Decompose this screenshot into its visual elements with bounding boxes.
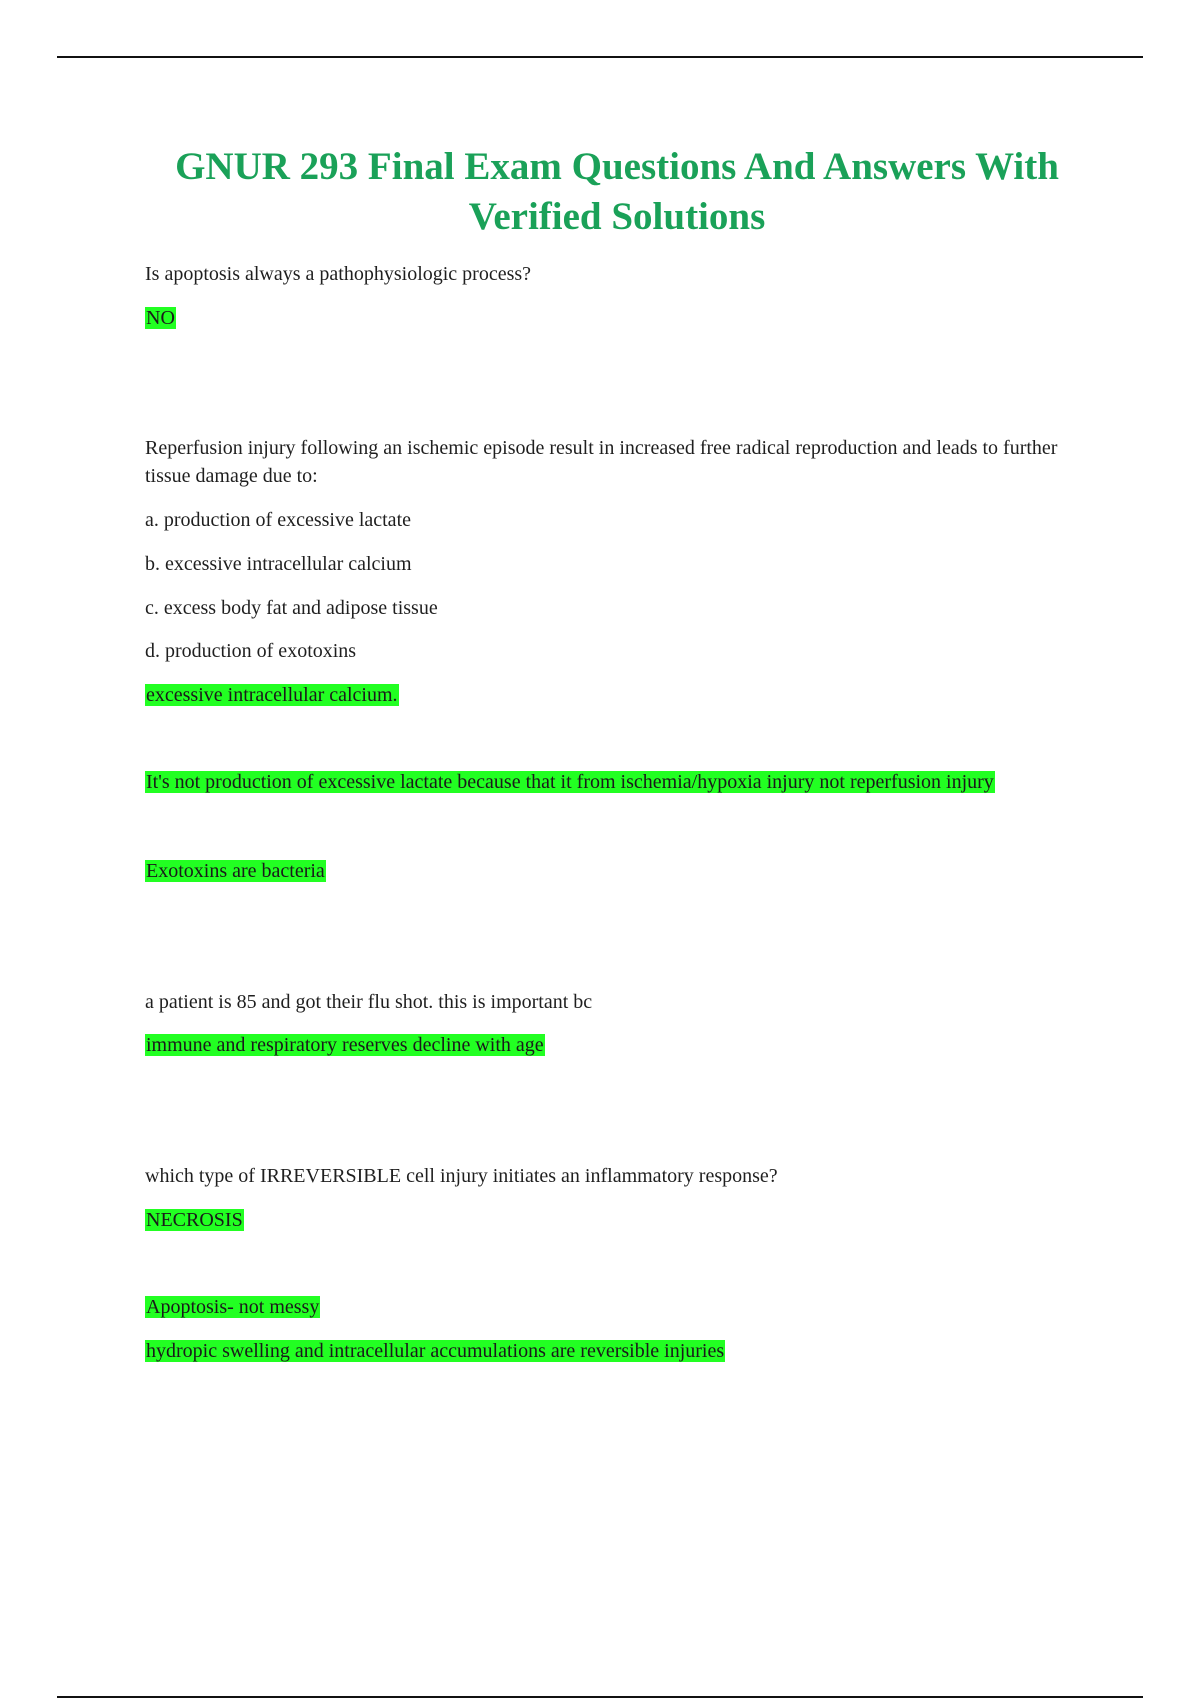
answer-4-note-1 <box>145 1293 320 1321</box>
option-c: c. excess body fat and adipose tissue <box>145 597 438 619</box>
answer-1 <box>145 304 176 332</box>
question-2: Reperfusion injury following an ischemic episode result in increased free radical reproduction and leads to further tissue damage due to: <box>145 437 1058 487</box>
answer-2 <box>145 681 399 709</box>
option-d: d. production of exotoxins <box>145 640 357 662</box>
answer-4 <box>145 1206 244 1234</box>
answer-2-note-2-highlight: Exotoxins are bacteria <box>146 860 325 882</box>
option-a: a. production of excessive lactate <box>145 509 411 531</box>
answer-4-note-1-highlight: Apoptosis- not messy <box>146 1296 320 1318</box>
answer-3-highlight: immune and respiratory reserves decline with age <box>146 1034 544 1056</box>
answer-2-highlight: excessive intracellular calcium. <box>146 684 398 706</box>
answer-3 <box>145 1031 545 1059</box>
answer-4-note-2 <box>145 1337 725 1365</box>
answer-2-note-1 <box>145 768 995 796</box>
option-b: b. excessive intracellular calcium <box>145 553 412 575</box>
title-line-1: GNUR 293 Final Exam Questions And Answers With <box>175 145 1059 188</box>
question-1: Is apoptosis always a pathophysiologic process? <box>145 263 532 285</box>
question-4: which type of IRREVERSIBLE cell injury initiates an inflammatory response? <box>145 1165 778 1187</box>
answer-4-note-2-highlight: hydropic swelling and intracellular accumulations are reversible injuries <box>146 1340 725 1362</box>
answer-4-highlight: NECROSIS <box>146 1209 243 1231</box>
top-rule <box>57 56 1143 58</box>
bottom-rule <box>57 1696 1143 1698</box>
answer-2-note-1-highlight: It's not production of excessive lactate because that it from ischemia/hypoxia injury not reperfusion injury <box>146 771 994 793</box>
title-line-2: Verified Solutions <box>468 195 766 238</box>
document-title <box>120 142 1114 242</box>
answer-2-note-2 <box>145 857 326 885</box>
answer-1-highlight: NO <box>146 307 175 329</box>
question-3: a patient is 85 and got their flu shot. this is important bc <box>145 991 593 1013</box>
